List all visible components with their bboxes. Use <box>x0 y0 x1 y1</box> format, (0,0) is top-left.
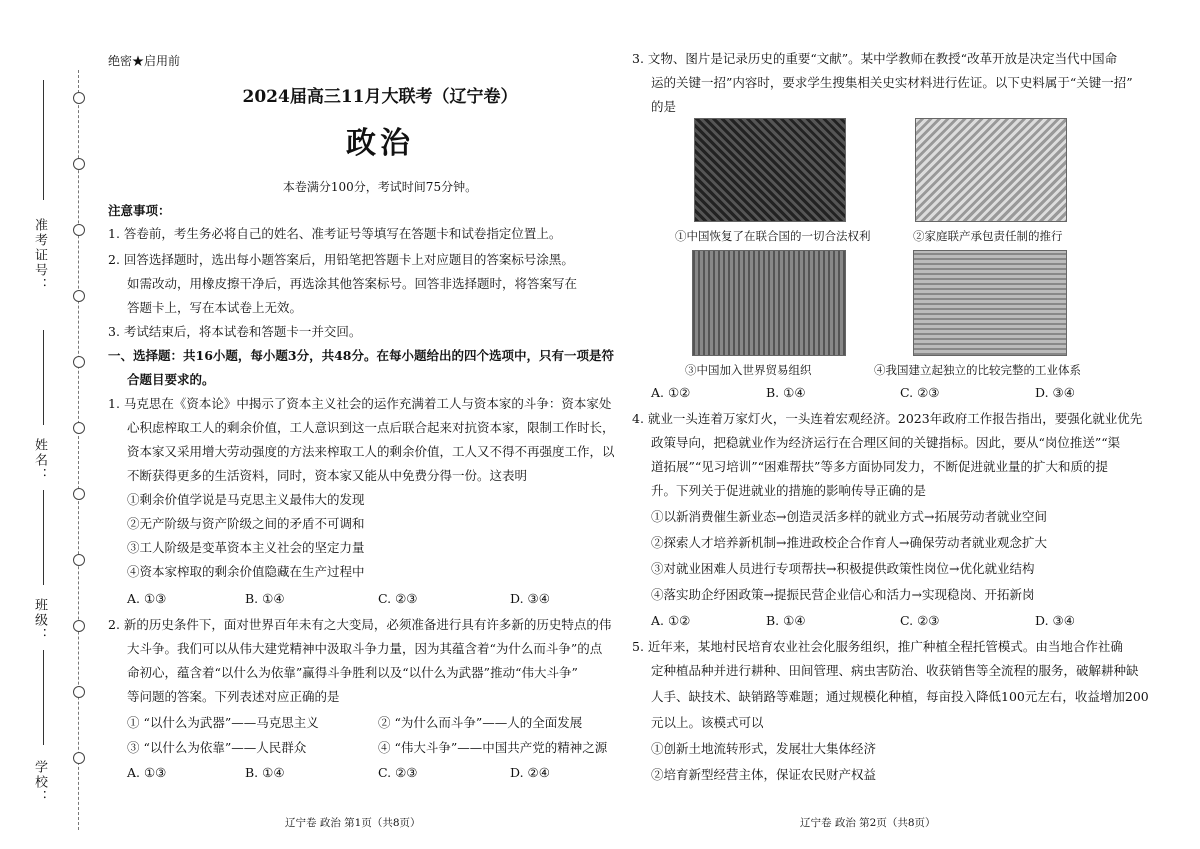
q5-stem: 定种植品种并进行耕种、田间管理、病虫害防治、收获销售等全流程的服务，破解耕种缺 <box>651 663 1139 678</box>
q4-stem: 升。下列关于促进就业的措施的影响传导正确的是 <box>651 483 927 498</box>
q4-choice-a[interactable]: A. ①② <box>651 613 691 628</box>
q2-choice-c[interactable]: C. ②③ <box>378 765 418 780</box>
margin-blank <box>43 650 44 745</box>
binding-hole <box>73 620 85 632</box>
q2-choice-d[interactable]: D. ②④ <box>510 765 550 780</box>
q3-caption: ④我国建立起独立的比较完整的工业体系 <box>874 363 1081 377</box>
q1-option: ③工人阶级是变革资本主义社会的坚定力量 <box>127 540 365 555</box>
footer-left: 辽宁卷 政治 第1页（共8页） <box>285 817 421 829</box>
binding-line <box>78 70 79 830</box>
note-line: 2. 回答选择题时，选出每小题答案后，用铅笔把答题卡上对应题目的答案标号涂黑。 <box>108 252 574 267</box>
binding-hole <box>73 488 85 500</box>
q1-choice-d[interactable]: D. ③④ <box>510 591 550 606</box>
q5-option: ②培育新型经营主体，保证农民财产权益 <box>651 767 877 782</box>
exam-title: 2024届高三11月大联考（辽宁卷） <box>242 87 518 107</box>
binding-hole <box>73 686 85 698</box>
q1-choice-c[interactable]: C. ②③ <box>378 591 418 606</box>
binding-hole <box>73 92 85 104</box>
q2-choice-a[interactable]: A. ①③ <box>127 765 167 780</box>
q3-choice-d[interactable]: D. ③④ <box>1035 385 1075 400</box>
q2-option: ① “以什么为武器”——马克思主义 <box>127 715 319 730</box>
footer-right: 辽宁卷 政治 第2页（共8页） <box>800 817 936 829</box>
margin-label-class: 班级： <box>32 598 47 643</box>
q5-stem: 元以上。该模式可以 <box>651 715 764 730</box>
binding-hole <box>73 158 85 170</box>
q4-choice-c[interactable]: C. ②③ <box>900 613 940 628</box>
q2-stem: 2. 新的历史条件下，面对世界百年未有之大变局，必须准备进行具有许多新的历史特点的伟 <box>108 617 612 632</box>
note-line: 1. 答卷前，考生务必将自己的姓名、准考证号等填写在答题卡和试卷指定位置上。 <box>108 226 562 241</box>
q4-choice-d[interactable]: D. ③④ <box>1035 613 1075 628</box>
q3-caption: ②家庭联产承包责任制的推行 <box>913 229 1063 243</box>
q1-stem: 1. 马克思在《资本论》中揭示了资本主义社会的运作充满着工人与资本家的斗争：资本家处 <box>108 396 612 411</box>
margin-blank <box>43 80 44 200</box>
q2-stem: 大斗争。我们可以从伟大建党精神中汲取斗争力量，因为其蕴含着“为什么而斗争”的点 <box>127 641 603 656</box>
q1-choice-b[interactable]: B. ①④ <box>245 591 285 606</box>
notes-heading: 注意事项： <box>108 203 171 218</box>
q1-stem: 心积虑榨取工人的剩余价值，工人意识到这一点后联合起来对抗资本家，限制工作时长， <box>127 420 615 435</box>
q2-choice-b[interactable]: B. ①④ <box>245 765 285 780</box>
q4-option: ②探索人才培养新机制→推进政校企合作育人→确保劳动者就业观念扩大 <box>651 535 1047 550</box>
margin-label-name: 姓名： <box>32 438 47 483</box>
q2-option: ② “为什么而斗争”——人的全面发展 <box>378 715 583 730</box>
binding-hole <box>73 554 85 566</box>
q2-option: ③ “以什么为依靠”——人民群众 <box>127 740 307 755</box>
q3-choice-a[interactable]: A. ①② <box>651 385 691 400</box>
q5-option: ①创新土地流转形式，发展壮大集体经济 <box>651 741 877 756</box>
q5-stem: 5. 近年来，某地村民培育农业社会化服务组织，推广种植全程托管模式。由当地合作社确 <box>632 639 1123 654</box>
q5-stem: 人手、缺技术、缺销路等难题；通过规模化种植，每亩投入降低100元左右，收益增加200 <box>651 689 1149 704</box>
section-heading: 合题目要求的。 <box>127 372 215 387</box>
q1-option: ④资本家榨取的剩余价值隐藏在生产过程中 <box>127 564 365 579</box>
q3-choice-b[interactable]: B. ①④ <box>766 385 806 400</box>
q3-caption: ③中国加入世界贸易组织 <box>685 363 812 377</box>
secret-label: 绝密★启用前 <box>108 54 181 68</box>
binding-hole <box>73 290 85 302</box>
note-line: 3. 考试结束后，将本试卷和答题卡一并交回。 <box>108 324 362 339</box>
q1-option: ①剩余价值学说是马克思主义最伟大的发现 <box>127 492 365 507</box>
q4-choice-b[interactable]: B. ①④ <box>766 613 806 628</box>
q4-option: ①以新消费催生新业态→创造灵活多样的就业方式→拓展劳动者就业空间 <box>651 509 1047 524</box>
photo-household-contract <box>915 118 1067 222</box>
photo-un-seat <box>694 118 846 222</box>
q2-stem: 等问题的答案。下列表述对应正确的是 <box>127 689 340 704</box>
margin-blank <box>43 490 44 585</box>
q4-option: ③对就业困难人员进行专项帮扶→积极提供政策性岗位→优化就业结构 <box>651 561 1035 576</box>
q3-stem: 的是 <box>651 99 677 114</box>
margin-label-school: 学校： <box>32 760 47 805</box>
binding-hole <box>73 356 85 368</box>
note-line: 如需改动，用橡皮擦干净后，再选涂其他答案标号。回答非选择题时，将答案写在 <box>127 276 578 291</box>
note-line: 答题卡上，写在本试卷上无效。 <box>127 300 303 315</box>
q1-stem: 不断获得更多的生活资料，同时，资本家又能从中免费分得一份。这表明 <box>127 468 528 483</box>
photo-industrial-system <box>913 250 1067 356</box>
margin-blank <box>43 330 44 425</box>
q3-caption: ①中国恢复了在联合国的一切合法权利 <box>675 229 871 243</box>
q1-stem: 资本家又采用增大劳动强度的方法来榨取工人的剩余价值，工人又不得不再强度工作，以 <box>127 444 615 459</box>
photo-wto-accession <box>692 250 846 356</box>
margin-label-exam-number: 准考证号： <box>32 218 47 293</box>
subject-title: 政治 <box>346 126 414 161</box>
q2-option: ④ “伟大斗争”——中国共产党的精神之源 <box>378 740 608 755</box>
q4-stem: 道拓展”“见习培训”“困难帮扶”等多方面协同发力，不断促进就业量的扩大和质的提 <box>651 459 1108 474</box>
q4-option: ④落实助企纾困政策→提振民营企业信心和活力→实现稳岗、开拓新岗 <box>651 587 1035 602</box>
binding-hole <box>73 224 85 236</box>
q3-stem: 运的关键一招”内容时，要求学生搜集相关史实材料进行佐证。以下史料属于“关键一招” <box>651 75 1133 90</box>
q3-stem: 3. 文物、图片是记录历史的重要“文献”。某中学教师在教授“改革开放是决定当代中国命 <box>632 51 1118 66</box>
exam-meta: 本卷满分100分，考试时间75分钟。 <box>282 180 478 194</box>
binding-hole <box>73 752 85 764</box>
q4-stem: 4. 就业一头连着万家灯火，一头连着宏观经济。2023年政府工作报告指出，要强化就业优先 <box>632 411 1143 426</box>
q3-choice-c[interactable]: C. ②③ <box>900 385 940 400</box>
q2-stem: 命初心，蕴含着“以什么为依靠”赢得斗争胜利以及“以什么为武器”推动“伟大斗争” <box>127 665 578 680</box>
q1-choice-a[interactable]: A. ①③ <box>127 591 167 606</box>
q1-option: ②无产阶级与资产阶级之间的矛盾不可调和 <box>127 516 365 531</box>
binding-hole <box>73 422 85 434</box>
section-heading: 一、选择题：共16小题，每小题3分，共48分。在每小题给出的四个选项中，只有一项是符 <box>108 348 614 363</box>
q4-stem: 政策导向，把稳就业作为经济运行在合理区间的关键指标。因此，要从“岗位推送”“渠 <box>651 435 1121 450</box>
